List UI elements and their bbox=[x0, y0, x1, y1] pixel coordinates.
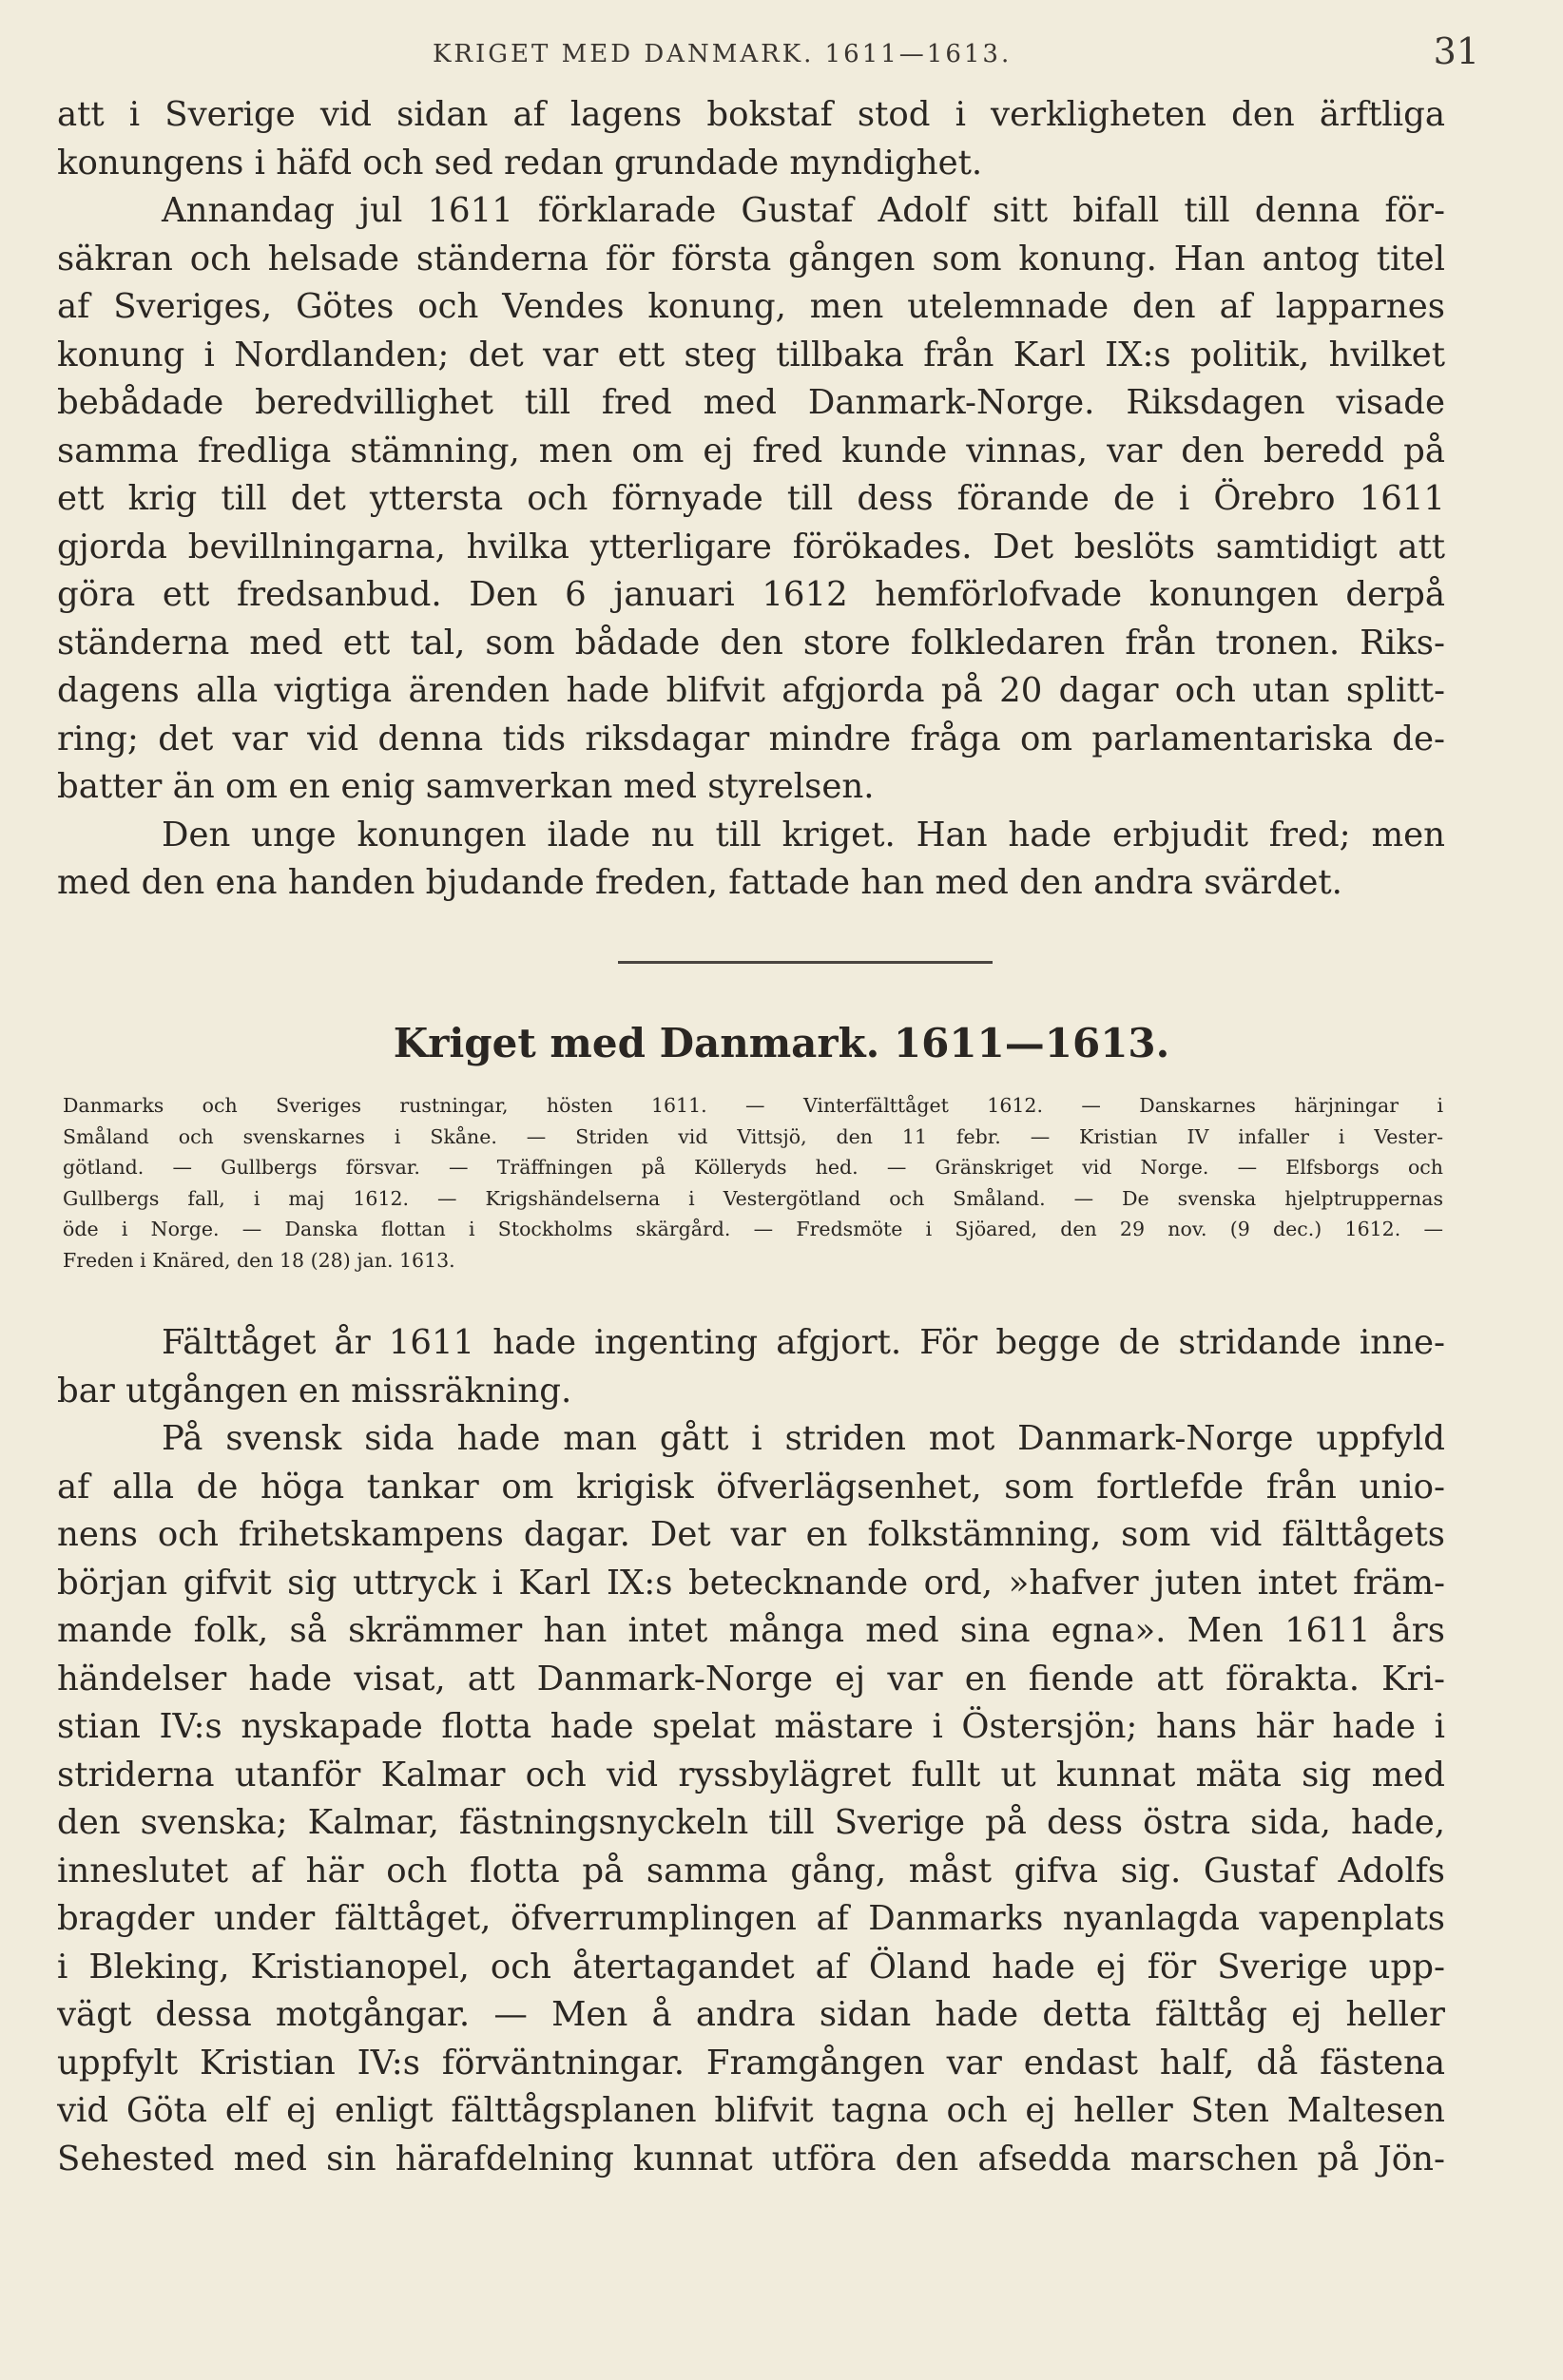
summary-line: Danmarks och Sveriges rustningar, hösten 1611. — Vinterfälttåget 1612. — Danskarnes härjningar i bbox=[63, 1094, 1443, 1117]
text-line: ring; det var vid denna tids riksdagar mindre fråga om parlamentariska de- bbox=[57, 719, 1445, 758]
text-line: stian IV:s nyskapade flotta hade spelat mästare i Östersjön; hans här hade i bbox=[57, 1707, 1445, 1746]
text-line: göra ett fredsanbud. Den 6 januari 1612 hemförlofvade konungen derpå bbox=[57, 575, 1445, 614]
bottom-paragraphs bbox=[57, 1319, 1445, 2183]
text-line: På svensk sida hade man gått i striden mot Danmark-Norge uppfyld bbox=[162, 1419, 1445, 1458]
text-line: ett krig till det yttersta och förnyade till dess förande de i Örebro 1611 bbox=[57, 479, 1445, 518]
text-line: Den unge konungen ilade nu till kriget. Han hade erbjudit fred; men bbox=[162, 815, 1445, 854]
text-line: bar utgången en missräkning. bbox=[57, 1371, 572, 1411]
text-line: af Sveriges, Götes och Vendes konung, men utelemnade den af lapparnes bbox=[57, 287, 1445, 326]
page-number: 31 bbox=[1433, 30, 1479, 72]
text-line: konungens i häfd och sed redan grundade myndighet. bbox=[57, 143, 983, 182]
text-line: ständerna med ett tal, som bådade den store folkledaren från tronen. Riks- bbox=[57, 623, 1445, 662]
text-line: striderna utanför Kalmar och vid ryssbylägret fullt ut kunnat mäta sig med bbox=[57, 1755, 1445, 1795]
text-line: gjorda bevillningarna, hvilka ytterligare förökades. Det beslöts samtidigt att bbox=[57, 527, 1445, 566]
summary-line: Freden i Knäred, den 18 (28) jan. 1613. bbox=[63, 1248, 455, 1272]
text-line: vid Göta elf ej enligt fälttågsplanen blifvit tagna och ej heller Sten Maltesen bbox=[57, 2091, 1445, 2130]
summary-line: götland. — Gullbergs försvar. — Träffningen på Kölleryds hed. — Gränskriget vid Norge. — Elfsborgs och bbox=[63, 1156, 1443, 1179]
text-line: bragder under fälttåget, öfverrumplingen af Danmarks nyanlagda vapenplats bbox=[57, 1899, 1445, 1938]
text-line: Fälttåget år 1611 hade ingenting afgjort. För begge de stridande inne- bbox=[162, 1323, 1445, 1362]
text-line: bebådade beredvillighet till fred med Danmark-Norge. Riksdagen visade bbox=[57, 383, 1445, 422]
text-line: början gifvit sig uttryck i Karl IX:s betecknande ord, »hafver juten intet främ- bbox=[57, 1563, 1445, 1603]
text-line: Sehested med sin härafdelning kunnat utföra den afsedda marschen på Jön- bbox=[57, 2139, 1445, 2178]
text-line: den svenska; Kalmar, fästningsnyckeln till Sverige på dess östra sida, hade, bbox=[57, 1803, 1445, 1842]
chapter-summary bbox=[63, 1090, 1443, 1276]
text-line: i Bleking, Kristianopel, och återtagandet af Öland hade ej för Sverige upp- bbox=[57, 1947, 1445, 1987]
text-line: konung i Nordlanden; det var ett steg tillbaka från Karl IX:s politik, hvilket bbox=[57, 335, 1445, 374]
text-line: vägt dessa motgångar. — Men å andra sidan hade detta fälttåg ej heller bbox=[57, 1995, 1445, 2034]
text-line: samma fredliga stämning, men om ej fred kunde vinnas, var den beredd på bbox=[57, 431, 1445, 470]
text-line: säkran och helsade ständerna för första gången som konung. Han antog titel bbox=[57, 239, 1445, 278]
text-line: med den ena handen bjudande freden, fattade han med den andra svärdet. bbox=[57, 863, 1342, 902]
text-line: af alla de höga tankar om krigisk öfverlägsenhet, som fortlefde från unio- bbox=[57, 1467, 1445, 1507]
text-line: dagens alla vigtiga ärenden hade blifvit afgjorda på 20 dagar och utan splitt- bbox=[57, 671, 1445, 710]
section-heading: Kriget med Danmark. 1611—1613. bbox=[393, 1020, 1170, 1066]
text-line: mande folk, så skrämmer han intet många med sina egna». Men 1611 års bbox=[57, 1611, 1445, 1650]
text-line: uppfylt Kristian IV:s förväntningar. Framgången var endast half, då fästena bbox=[57, 2043, 1445, 2082]
text-line: händelser hade visat, att Danmark-Norge ej var en fiende att förakta. Kri- bbox=[57, 1659, 1445, 1699]
text-line: Annandag jul 1611 förklarade Gustaf Adolf sitt bifall till denna för- bbox=[162, 191, 1445, 230]
running-title: KRIGET MED DANMARK. 1611—1613. bbox=[433, 40, 1013, 68]
text-line: inneslutet af här och flotta på samma gång, måst gifva sig. Gustaf Adolfs bbox=[57, 1851, 1445, 1891]
top-paragraphs bbox=[57, 91, 1445, 908]
text-line: batter än om en enig samverkan med styrelsen. bbox=[57, 767, 875, 806]
running-head bbox=[0, 27, 1563, 84]
summary-line: Småland och svenskarnes i Skåne. — Striden vid Vittsjö, den 11 febr. — Kristian IV infaller i Vester- bbox=[63, 1124, 1443, 1148]
section-divider bbox=[618, 961, 993, 964]
summary-line: öde i Norge. — Danska flottan i Stockholms skärgård. — Fredsmöte i Sjöared, den 29 nov. (9 dec.) 1612. — bbox=[63, 1218, 1443, 1240]
text-line: nens och frihetskampens dagar. Det var en folkstämning, som vid fälttågets bbox=[57, 1515, 1445, 1554]
text-line: att i Sverige vid sidan af lagens bokstaf stod i verkligheten den ärftliga bbox=[57, 95, 1445, 134]
summary-line: Gullbergs fall, i maj 1612. — Krigshändelserna i Vestergötland och Småland. — De svenska hjelptruppernas bbox=[63, 1186, 1443, 1210]
